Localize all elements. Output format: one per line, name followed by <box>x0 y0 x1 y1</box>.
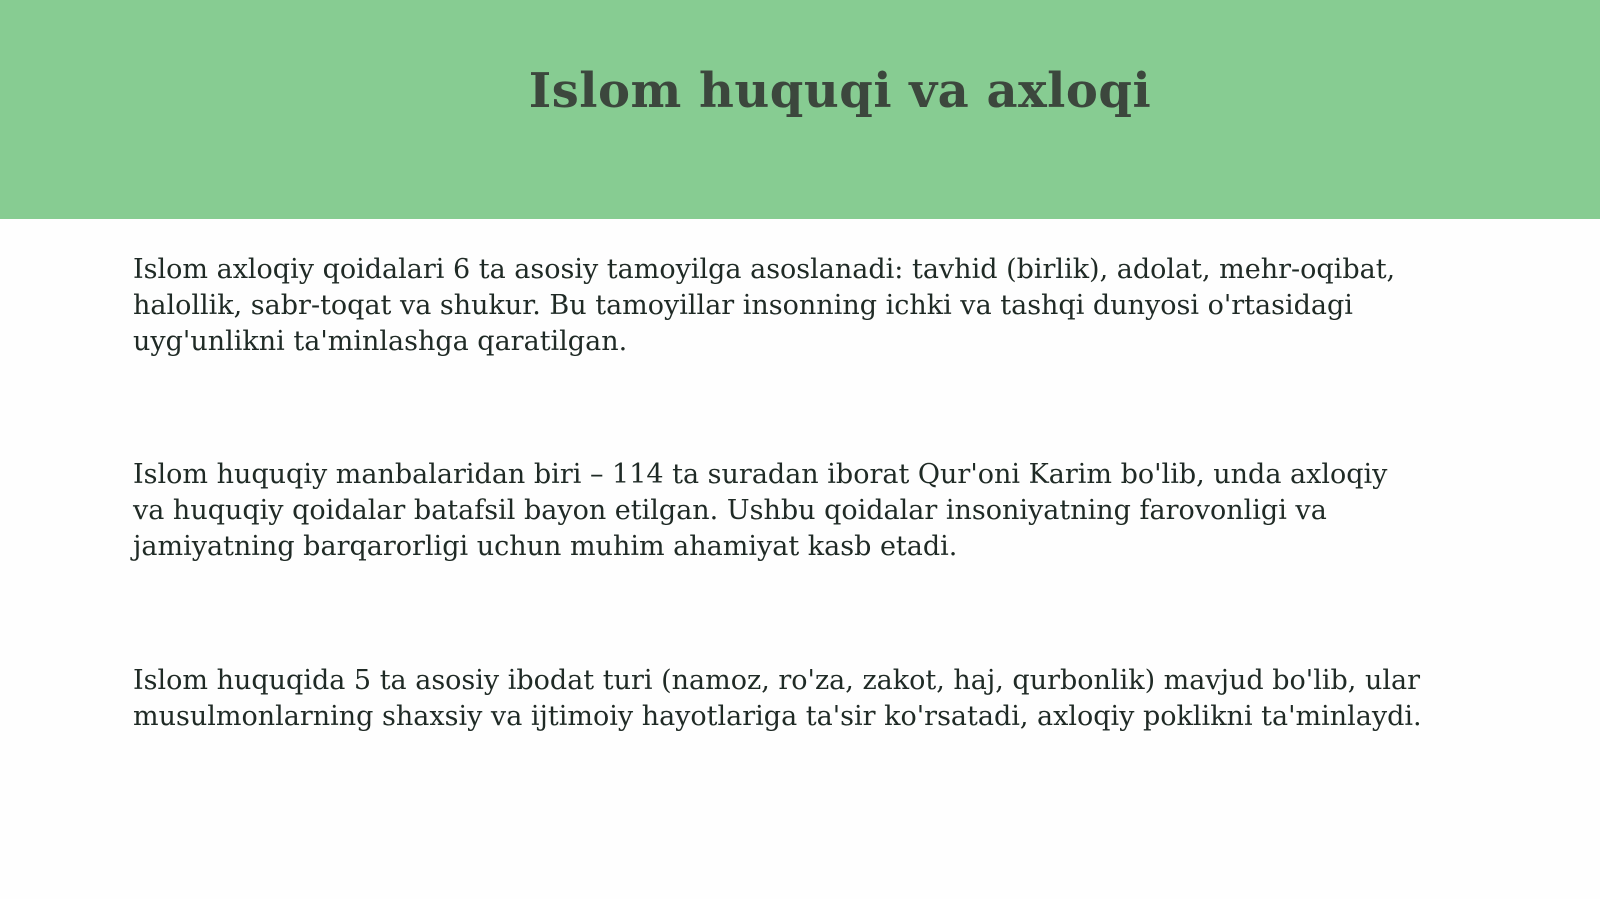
slide-title: Islom huquqi va axloqi <box>528 63 1152 119</box>
paragraph-worship-types: Islom huquqida 5 ta asosiy ibodat turi (namoz, ro'za, zakot, haj, qurbonlik) mavjud bo'lib, ular musulmonlarning shaxsiy va ijtimoiy hayotlariga ta'sir ko'rsatadi, axloqiy poklikni ta'minlaydi. <box>133 665 1422 732</box>
paragraph-ethics-principles: Islom axloqiy qoidalari 6 ta asosiy tamoyilga asoslanadi: tavhid (birlik), adolat, mehr-oqibat, halollik, sabr-toqat va shukur. Bu tamoyillar insonning ichki va tashqi dunyosi o'rtasidagi uyg'unlikni ta'minlashga qaratilgan. <box>133 254 1396 357</box>
paragraph-quran-sources: Islom huquqiy manbalaridan biri – 114 ta suradan iborat Qur'oni Karim bo'lib, unda axloqiy va huquqiy qoidalar batafsil bayon etilgan. Ushbu qoidalar insoniyatning farovonligi va jamiyatning barqarorligi uchun muhim ahamiyat kasb etadi. <box>133 459 1388 562</box>
